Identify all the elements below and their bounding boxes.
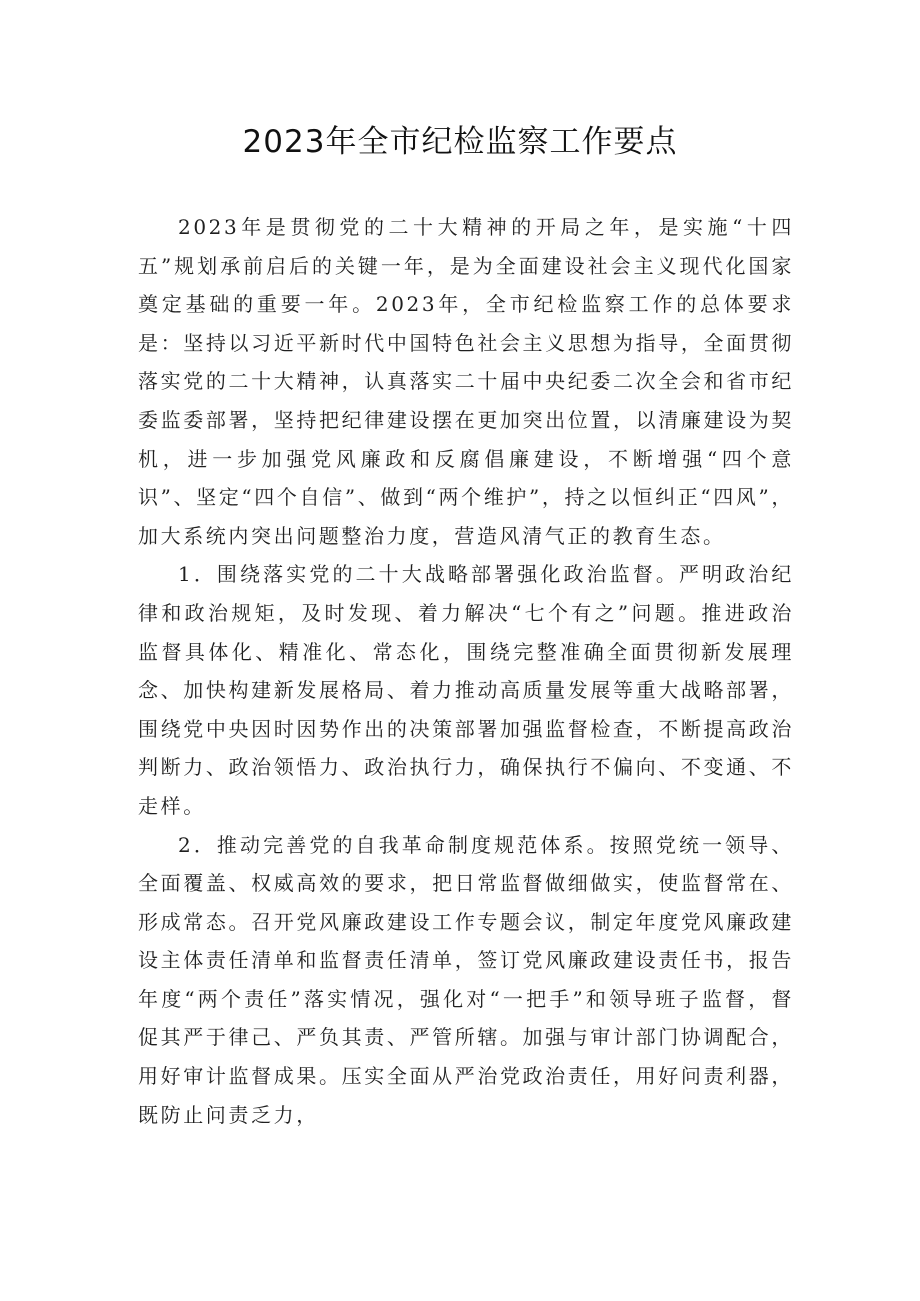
- point-2-paragraph: 2．推动完善党的自我革命制度规范体系。按照党统一领导、全面覆盖、权威高效的要求，把日常监督做细做实，使监督常在、形成常态。召开党风廉政建设工作专题会议，制定年度党风廉政建设主体责任清单和监督责任清单，签订党风廉政建设责任书，报告年度“两个责任”落实情况，强化对“一把手”和领导班子监督，督促其严于律己、严负其责、严管所辖。加强与审计部门协调配合，用好审计监督成果。压实全面从严治党政治责任，用好问责利器，既防止问责乏力，: [138, 832, 794, 1127]
- document-body: [138, 208, 794, 1134]
- intro-paragraph: 2023年是贯彻党的二十大精神的开局之年，是实施“十四五”规划承前启后的关键一年，是为全面建设社会主义现代化国家奠定基础的重要一年。2023年，全市纪检监察工作的总体要求是：坚持以习近平新时代中国特色社会主义思想为指导，全面贯彻落实党的二十大精神，认真落实二十届中央纪委二次全会和省市纪委监委部署，坚持把纪律建设摆在更加突出位置，以清廉建设为契机，进一步加强党风廉政和反腐倡廉建设，不断增强“四个意识”、坚定“四个自信”、做到“两个维护”，持之以恒纠正“四风”，加大系统内突出问题整治力度，营造风清气正的教育生态。: [138, 215, 794, 548]
- document-title: 2023年全市纪检监察工作要点: [242, 124, 678, 160]
- point-1-paragraph: 1．围绕落实党的二十大战略部署强化政治监督。严明政治纪律和政治规矩，及时发现、着力解决“七个有之”问题。推进政治监督具体化、精准化、常态化，围绕完整准确全面贯彻新发展理念、加快构建新发展格局、着力推动高质量发展等重大战略部署，围绕党中央因时因势作出的决策部署加强监督检查，不断提高政治判断力、政治领悟力、政治执行力，确保执行不偏向、不变通、不走样。: [138, 562, 794, 818]
